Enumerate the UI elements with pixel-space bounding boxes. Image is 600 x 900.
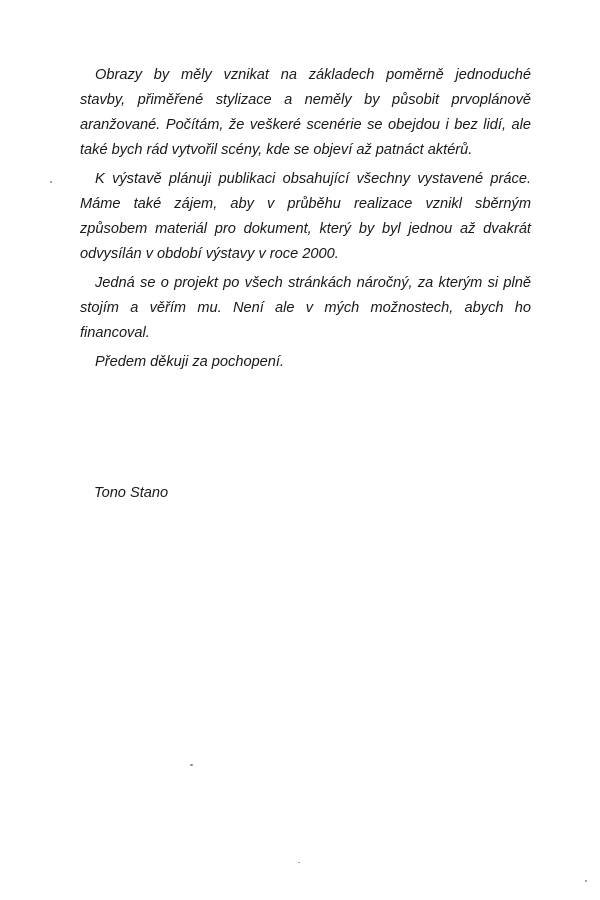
paragraph-project xyxy=(80,271,531,346)
text-line: Obrazy by měly vznikat na základech poměrně jednoduché xyxy=(95,67,531,83)
text-line: Jedná se o projekt po všech stránkách náročný, za kterým si plně xyxy=(95,275,531,291)
paragraph-publication xyxy=(80,167,531,267)
text-line: odvysílán v období výstavy v roce 2000. xyxy=(80,246,339,262)
text-line: financoval. xyxy=(80,325,150,341)
text-line: Předem děkuji za pochopení. xyxy=(95,354,285,370)
text-line: aranžované. Počítám, že veškeré scenérie se obejdou i bez lidí, ale xyxy=(80,117,531,133)
paragraph-thanks xyxy=(80,350,531,375)
scan-speck xyxy=(190,764,193,766)
text-line: Máme také zájem, aby v průběhu realizace vznikl sběrným xyxy=(80,196,531,212)
scan-speck xyxy=(50,181,52,183)
scan-speck xyxy=(298,862,300,863)
text-line: stavby, přiměřené stylizace a neměly by působit prvoplánově xyxy=(80,92,531,108)
paragraph-images xyxy=(80,63,531,163)
text-line: také bych rád vytvořil scény, kde se objeví až patnáct aktérů. xyxy=(80,142,473,158)
signature-name: Tono Stano xyxy=(94,485,169,501)
text-line: K výstavě plánuji publikaci obsahující všechny vystavené práce. xyxy=(95,171,531,187)
text-line: způsobem materiál pro dokument, který by byl jednou až dvakrát xyxy=(80,221,531,237)
scan-speck xyxy=(585,880,587,882)
text-line: stojím a věřím mu. Není ale v mých možnostech, abych ho xyxy=(80,300,531,316)
